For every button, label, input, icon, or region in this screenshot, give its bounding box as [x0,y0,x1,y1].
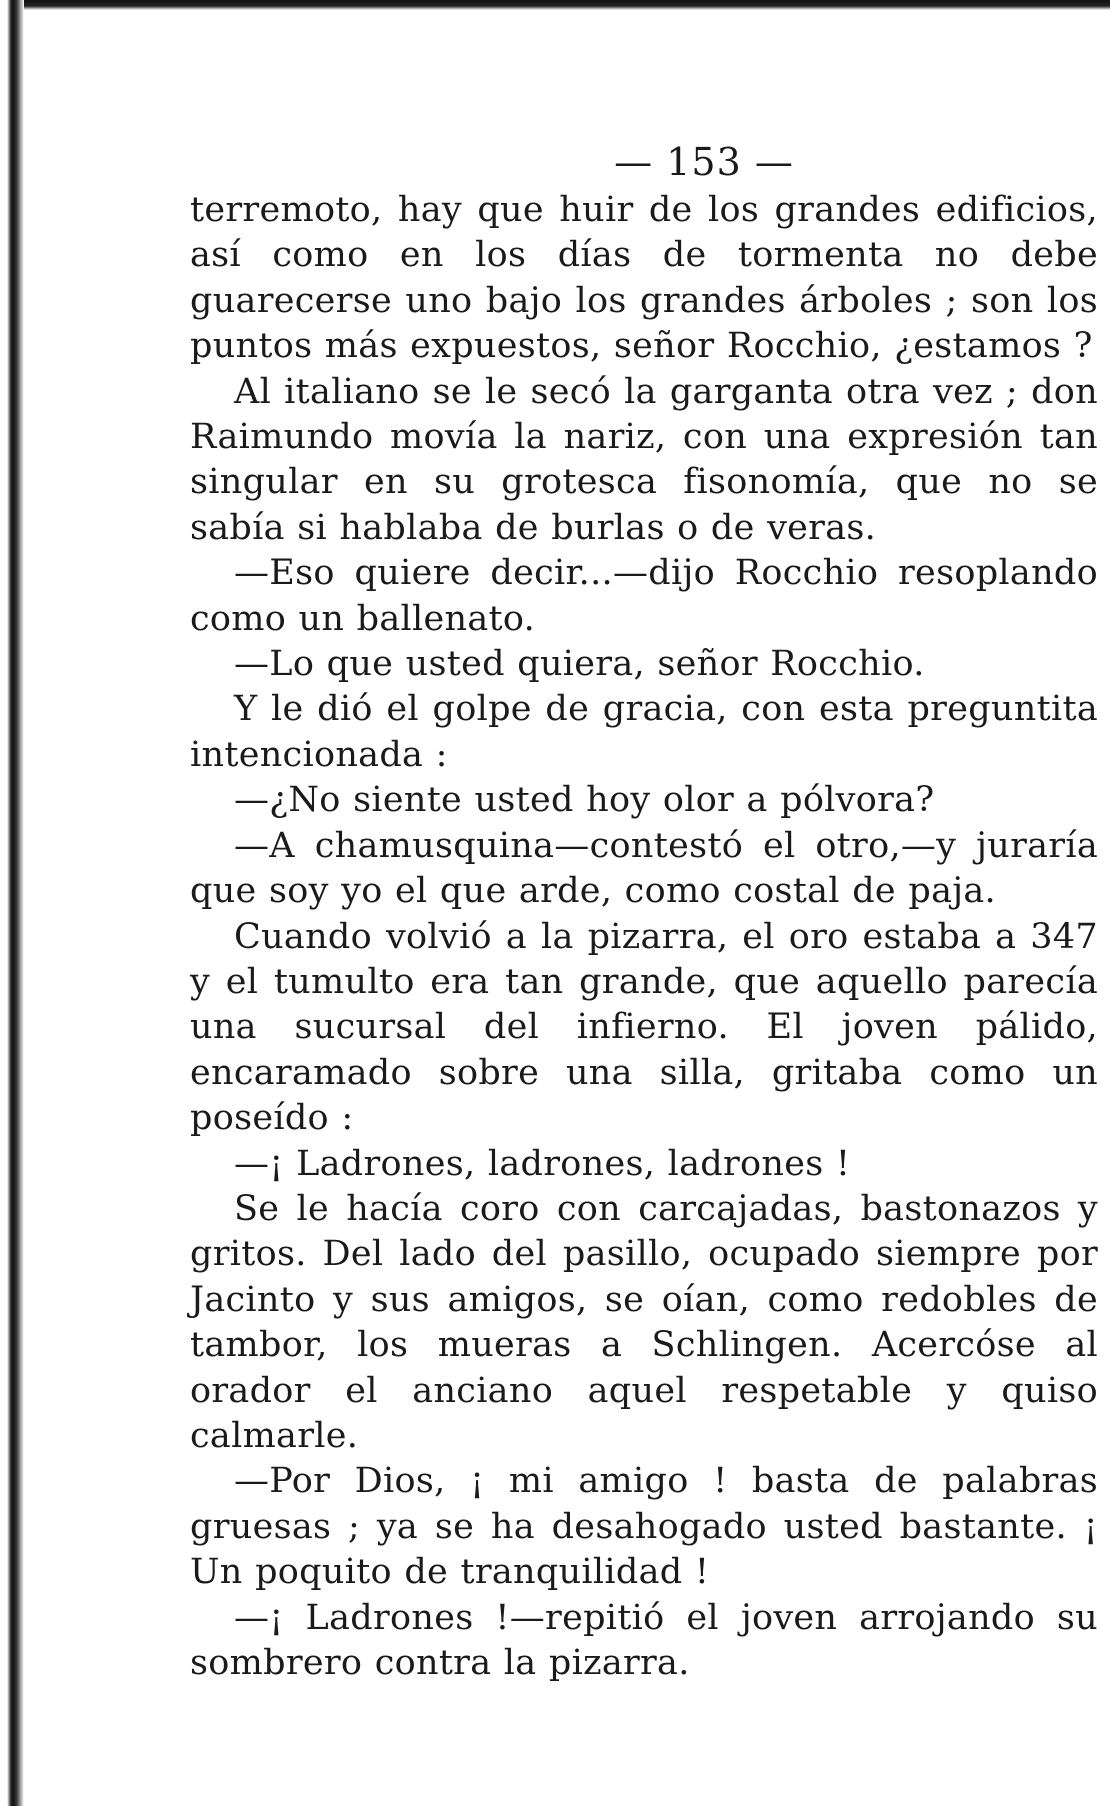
dialogue-line: —A chamusquina—contestó el otro,—y juraría que soy yo el que arde, como costal de paja. [190,825,1098,912]
paragraph: Cuando volvió a la pizarra, el oro estaba a 347 y el tumulto era tan grande, que aquello parecía una sucursal del infierno. El joven pálido, encaramado sobre una silla, gritaba como un poseído : [190,916,1098,1139]
dialogue-line: —¿No siente usted hoy olor a pólvora? [234,780,935,821]
page-body [190,188,1098,1686]
paragraph: Y le dió el golpe de gracia, con esta preguntita intencionada : [190,689,1098,775]
book-page [190,140,1098,1686]
paragraph: Al italiano se le secó la garganta otra vez ; don Raimundo movía la nariz, con una expresión tan singular en su grotesca fisonomía, que no se sabía si hablaba de burlas o de veras. [190,371,1098,548]
dialogue-line: —Lo que usted quiera, señor Rocchio. [234,644,925,685]
paragraph-continuation: terremoto, hay que huir de los grandes edificios, así como en los días de tormenta no debe guarecerse uno bajo los grandes árboles ; son los puntos más expuestos, señor Rocchio, ¿estamos ? [190,190,1098,367]
paragraph: Se le hacía coro con carcajadas, bastonazos y gritos. Del lado del pasillo, ocupado siempre por Jacinto y sus amigos, se oían, como redobles de tambor, los mueras a Schlingen. Acercóse al orador el anciano aquel respetable y quiso calmarle. [190,1188,1098,1456]
dialogue-line: —¡ Ladrones, ladrones, ladrones ! [234,1143,851,1184]
dialogue-line: —Eso quiere decir...—dijo Rocchio resoplando como un ballenato. [190,553,1098,639]
page-number: — 153 — [614,140,794,184]
scan-top-border [0,0,1110,10]
dialogue-line: —Por Dios, ¡ mi amigo ! basta de palabras gruesas ; ya se ha desahogado usted bastante. ¡ Un poquito de tranquilidad ! [190,1461,1098,1593]
dialogue-line: —¡ Ladrones !—repitió el joven arrojando su sombrero contra la pizarra. [190,1597,1098,1683]
scan-binding-edge [0,0,24,1806]
